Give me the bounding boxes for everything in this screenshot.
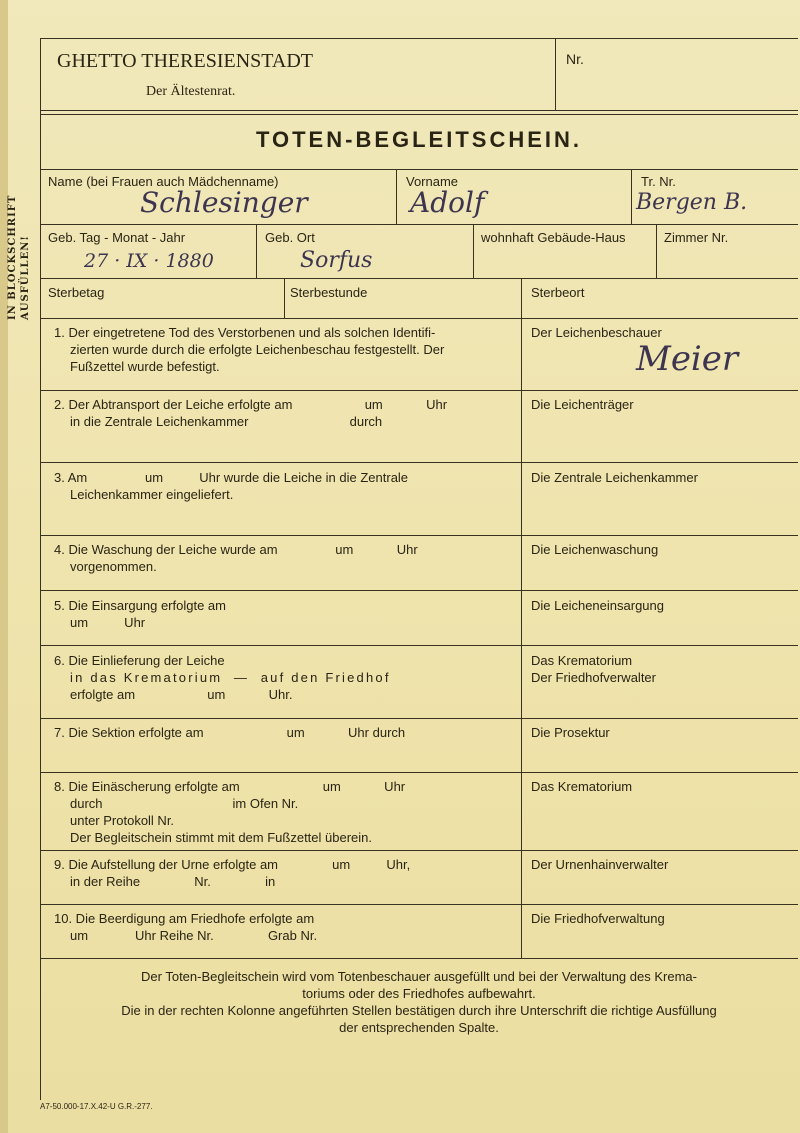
row-4-authority: Die Leichenwaschung <box>531 542 659 557</box>
birthdate-value: 27 · IX · 1880 <box>84 250 214 272</box>
row-3-text-1: 3. Am um Uhr wurde die Leiche in die Zentrale <box>54 470 409 485</box>
row-9-text-2: in der Reihe Nr. in <box>70 874 276 889</box>
side-instruction: IN BLOCKSCHRIFT AUSFÜLLEN! <box>7 194 31 320</box>
row-1-text-3: Fußzettel wurde befestigt. <box>70 359 220 374</box>
row-8-authority: Das Krematorium <box>531 779 633 794</box>
room-label: Zimmer Nr. <box>664 230 729 245</box>
vorname-value: Adolf <box>410 186 485 219</box>
footer-line-4: der entsprechenden Spalte. <box>339 1020 499 1035</box>
row-1-text-1: 1. Der eingetretene Tod des Verstorbenen und als solchen Identifi- <box>54 325 436 340</box>
deathhour-label: Sterbestunde <box>290 285 368 300</box>
grid-line <box>656 224 657 278</box>
grid-line <box>521 278 522 958</box>
grid-line <box>40 718 798 719</box>
header-divider <box>555 38 556 110</box>
deathday-label: Sterbetag <box>48 285 105 300</box>
row-6-text-1: 6. Die Einlieferung der Leiche <box>54 653 225 668</box>
row-6-text-3: erfolgte am um Uhr. <box>70 687 293 702</box>
grid-line <box>40 462 798 463</box>
print-code: A7-50.000-17.X.42-U G.R.-277. <box>40 1102 153 1111</box>
grid-line <box>40 904 798 905</box>
name-label: Name (bei Frauen auch Mädchenname) <box>48 174 279 189</box>
row-5-authority: Die Leicheneinsargung <box>531 598 664 613</box>
birthplace-value: Sorfus <box>300 248 373 273</box>
grid-line <box>40 278 798 279</box>
grid-line <box>40 645 798 646</box>
row-7-text-1: 7. Die Sektion erfolgte am um Uhr durch <box>54 725 406 740</box>
birthplace-label: Geb. Ort <box>265 230 315 245</box>
row-4-text-2: vorgenommen. <box>70 559 157 574</box>
row-6-authority-1: Das Krematorium <box>531 653 633 668</box>
title-rule <box>40 169 798 170</box>
row-8-text-1: 8. Die Einäscherung erfolgte am um Uhr <box>54 779 406 794</box>
row-10-authority: Die Friedhofverwaltung <box>531 911 665 926</box>
header-rule-1 <box>40 110 798 111</box>
grid-line <box>40 224 798 225</box>
frame-left <box>40 38 41 1100</box>
trnr-value: Bergen B. <box>636 190 748 215</box>
residence-label: wohnhaft Gebäude-Haus <box>481 230 626 245</box>
header-rule-2 <box>40 114 798 115</box>
grid-line <box>473 224 474 278</box>
row-1-authority: Der Leichenbeschauer <box>531 325 662 340</box>
row-10-text-2: um Uhr Reihe Nr. Grab Nr. <box>70 928 318 943</box>
grid-line <box>284 278 285 318</box>
row-6-authority-2: Der Friedhofverwalter <box>531 670 656 685</box>
grid-line <box>40 850 798 851</box>
row-1-text-2: zierten wurde durch die erfolgte Leichenbeschau festgestellt. Der <box>70 342 445 357</box>
grid-line <box>40 772 798 773</box>
row-3-text-2: Leichenkammer eingeliefert. <box>70 487 234 502</box>
grid-line <box>256 224 257 278</box>
row-4-text-1: 4. Die Waschung der Leiche wurde am um Uhr <box>54 542 418 557</box>
row-10-text-1: 10. Die Beerdigung am Friedhofe erfolgte am <box>54 911 315 926</box>
grid-line <box>40 590 798 591</box>
vorname-label: Vorname <box>406 174 459 189</box>
row-8-text-2: durch im Ofen Nr. <box>70 796 299 811</box>
row-5-text-1: 5. Die Einsargung erfolgte am <box>54 598 226 613</box>
grid-line <box>631 169 632 224</box>
deathplace-label: Sterbeort <box>531 285 585 300</box>
grid-line <box>40 958 798 959</box>
row-2-authority: Die Leichenträger <box>531 397 634 412</box>
footer-line-2: toriums oder des Friedhofes aufbewahrt. <box>302 986 536 1001</box>
trnr-label: Tr. Nr. <box>641 174 676 189</box>
row-2-text-1: 2. Der Abtransport der Leiche erfolgte am um Uhr <box>54 397 448 412</box>
row-9-text-1: 9. Die Aufstellung der Urne erfolgte am um Uhr, <box>54 857 411 872</box>
row-8-text-3: unter Protokoll Nr. <box>70 813 175 828</box>
row-7-authority: Die Prosektur <box>531 725 610 740</box>
document-title: TOTEN-BEGLEITSCHEIN. <box>255 127 583 152</box>
row-1-signature: Meier <box>636 339 739 379</box>
row-5-text-2: um Uhr <box>70 615 146 630</box>
row-6-text-2: in das Krematorium — auf den Friedhof <box>70 670 391 685</box>
row-9-authority: Der Urnenhainverwalter <box>531 857 669 872</box>
grid-line <box>40 318 798 319</box>
footer-line-3: Die in der rechten Kolonne angeführten Stellen bestätigen durch ihre Unterschrift die richtige Ausfüllung <box>121 1003 717 1018</box>
birthdate-label: Geb. Tag - Monat - Jahr <box>48 230 186 245</box>
council-heading: Der Ältestenrat. <box>146 84 236 99</box>
grid-line <box>396 169 397 224</box>
name-value: Schlesinger <box>140 186 308 219</box>
row-2-text-2: in die Zentrale Leichenkammer durch <box>70 414 383 429</box>
frame-top <box>40 38 798 39</box>
nr-label: Nr. <box>566 51 584 67</box>
ghetto-heading: GHETTO THERESIENSTADT <box>57 50 313 72</box>
grid-line <box>40 390 798 391</box>
row-8-text-4: Der Begleitschein stimmt mit dem Fußzettel überein. <box>70 830 372 845</box>
footer-line-1: Der Toten-Begleitschein wird vom Totenbeschauer ausgefüllt und bei der Verwaltung des Krema- <box>141 969 697 984</box>
row-3-authority: Die Zentrale Leichenkammer <box>531 470 698 485</box>
grid-line <box>40 535 798 536</box>
